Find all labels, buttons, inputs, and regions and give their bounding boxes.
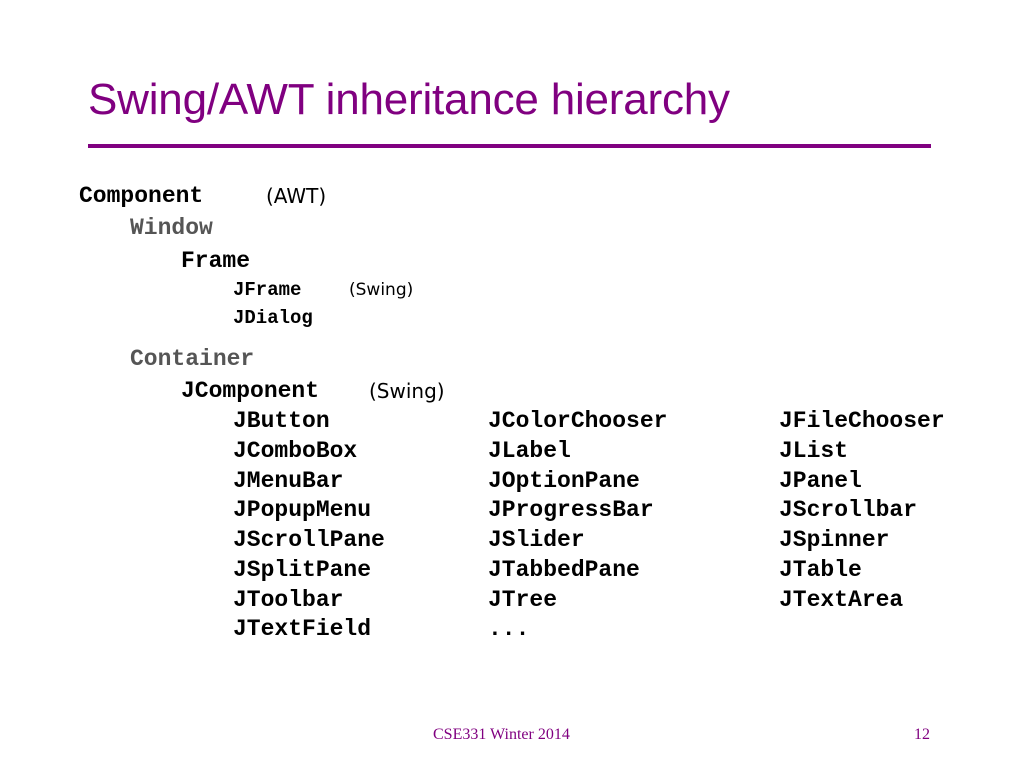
class-jframe: JFrame — [233, 279, 302, 301]
class-jbutton: JButton — [233, 408, 330, 434]
class-jpanel: JPanel — [779, 468, 862, 494]
class-joptionpane: JOptionPane — [488, 468, 640, 494]
class-jpopupmenu: JPopupMenu — [233, 497, 372, 523]
class-jcolorchooser: JColorChooser — [488, 408, 668, 434]
class-jtree: JTree — [488, 587, 558, 613]
class-jtextarea: JTextArea — [779, 587, 904, 613]
class-jscrollpane: JScrollPane — [233, 527, 385, 553]
class-component: Component — [79, 183, 204, 209]
title-underline — [88, 144, 931, 148]
class-container: Container — [130, 346, 255, 372]
page-number: 12 — [914, 726, 930, 743]
class-jprogressbar: JProgressBar — [488, 497, 654, 523]
class-jmenubar: JMenuBar — [233, 468, 344, 494]
class-window: Window — [130, 215, 213, 241]
class-jscrollbar: JScrollbar — [779, 497, 918, 523]
footer-course: CSE331 Winter 2014 — [433, 726, 570, 743]
class-jfilechooser: JFileChooser — [779, 408, 945, 434]
class-jlist: JList — [779, 438, 849, 464]
ellipsis: ... — [488, 616, 530, 642]
class-jsplitpane: JSplitPane — [233, 557, 372, 583]
note-swing: (Swing) — [349, 280, 414, 300]
class-jlabel: JLabel — [488, 438, 571, 464]
class-jtoolbar: JToolbar — [233, 587, 344, 613]
class-jspinner: JSpinner — [779, 527, 890, 553]
class-frame: Frame — [181, 248, 251, 274]
class-jcombobox: JComboBox — [233, 438, 358, 464]
slide-title: Swing/AWT inheritance hierarchy — [88, 75, 730, 124]
note-swing: (Swing) — [369, 379, 445, 403]
class-jtable: JTable — [779, 557, 862, 583]
class-jslider: JSlider — [488, 527, 585, 553]
class-jdialog: JDialog — [233, 307, 313, 329]
class-jtextfield: JTextField — [233, 616, 372, 642]
class-jcomponent: JComponent — [181, 378, 320, 404]
class-jtabbedpane: JTabbedPane — [488, 557, 640, 583]
note-awt: (AWT) — [266, 184, 327, 208]
